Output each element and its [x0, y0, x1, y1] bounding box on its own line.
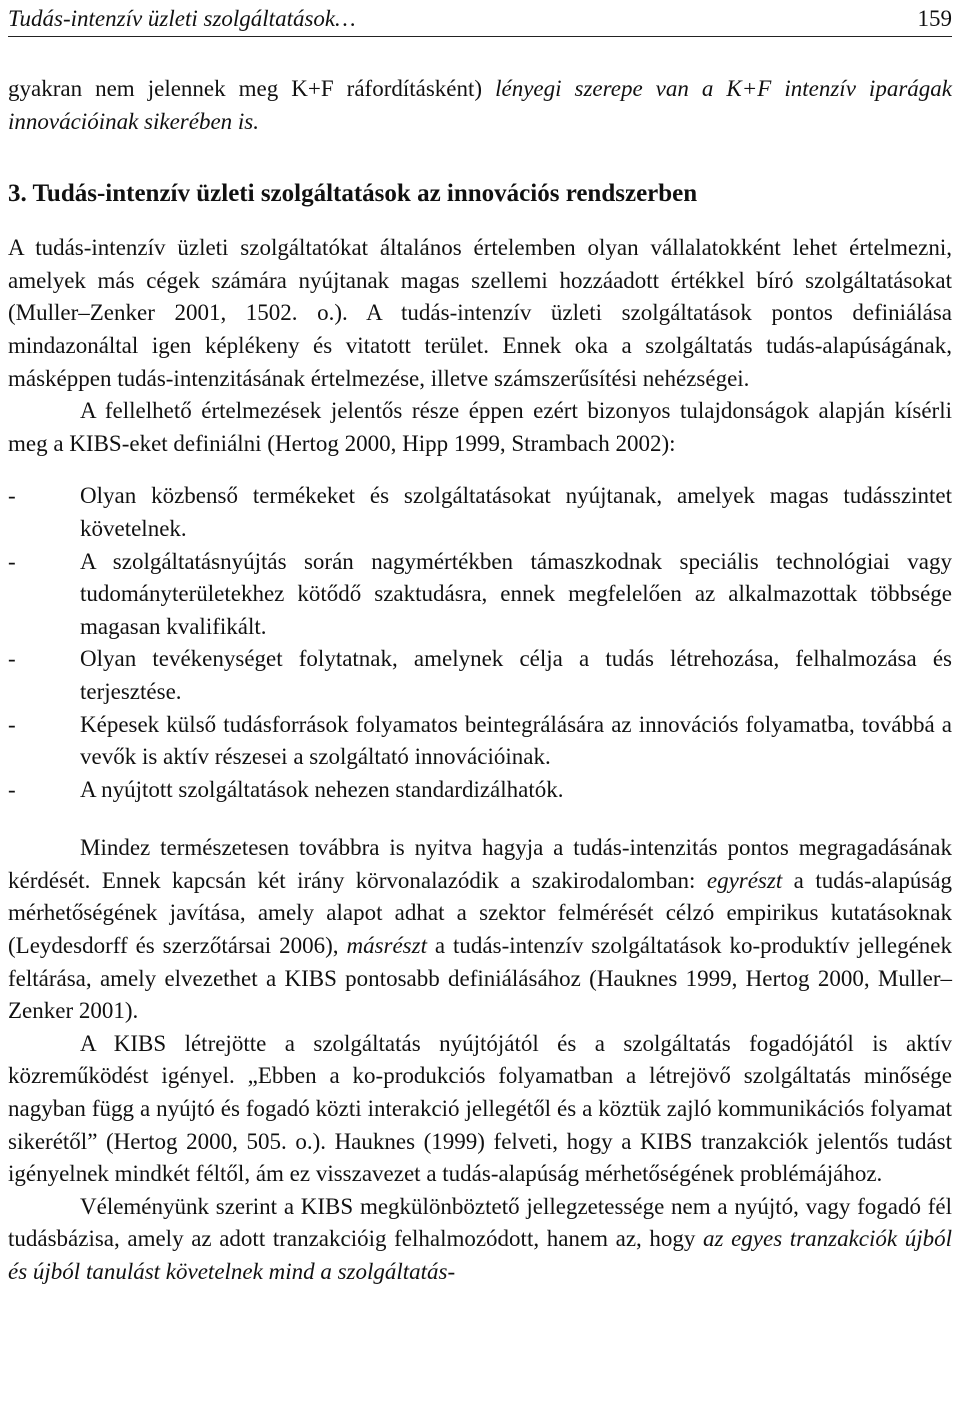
paragraph-1: A tudás-intenzív üzleti szolgáltatókat általános értelemben olyan vállalatokként lehet értelmezni, amelyek más cégek számára nyújtanak magas szellemi hozzáadott értékkel bíró szolgáltatásokat (Muller–Zenker 2001, 1502. o.). A tudás-intenzív üzleti szolgáltatások pontos definiálása mindazonáltal igen képlékeny és vitatott terület. Ennek oka a szolgáltatás tudás-alapúságának, másképpen tudás-intenzitásának értelmezése, illetve számszerűsítési nehézségei.: [8, 235, 952, 391]
list-item: [8, 774, 952, 807]
list-item-text: Képesek külső tudásforrások folyamatos beintegrálására az innovációs folyamatba, továbbá a vevők is aktív részesei a szolgáltató innovációinak.: [80, 711, 952, 770]
paragraph-4: A KIBS létrejötte a szolgáltatás nyújtójától és a szolgáltatás fogadójától is aktív közreműködést igényel. „Ebben a ko-produkciós folyamatban a létrejövő szolgáltatás minősége nagyban függ a nyújtó és fogadó közti interakció jellegétől és a köztük zajló kommunikációs folyamat sikerétől” (Hertog 2000, 505. o.). Hauknes (1999) felveti, hogy a KIBS tranzakciók jelentős tudást igényelnek mindkét féltől, ám ez visszavezet a tudás-alapúság mérhetőségének problémájához.: [8, 1030, 952, 1187]
document-page: [8, 0, 952, 1289]
paragraph-5: [8, 1191, 952, 1289]
running-header: [8, 6, 952, 37]
paragraph-3-text-c: a tudás-alapúság mérhetőségének javítása, amely alapot adhat a szektor felmérését célzó empirikus kutatásoknak (Leydesdorff és szerzőtársai 2006),: [8, 867, 952, 959]
intro-paragraph: [8, 73, 952, 138]
list-item-text: Olyan tevékenységet folytatnak, amelynek célja a tudás létrehozása, felhalmozása és terjesztése.: [80, 646, 952, 704]
intro-plain-text: gyakran nem jelennek meg K+F ráfordításként): [8, 76, 496, 101]
section-heading: 3. Tudás-intenzív üzleti szolgáltatások az innovációs rendszerben: [8, 180, 698, 208]
paragraph-5-emphasis: az egyes tranzakciók újból és újból tanulást követelnek mind a szolgáltatás-: [8, 1226, 952, 1284]
list-item-text: A nyújtott szolgáltatások nehezen standardizálhatók.: [80, 776, 564, 802]
paragraph-3-emphasis-a: egyrészt: [706, 867, 783, 893]
characteristics-list: [8, 480, 952, 806]
list-dash: -: [8, 548, 16, 574]
page-number: 159: [917, 6, 952, 31]
paragraph-3-text-e: a tudás-intenzív szolgáltatások ko-produktív jellegének feltárása, amely elvezethet a KIBS pontosabb definiálásához (Hauknes 1999, Hertog 2000, Muller–Zenker 2001).: [8, 933, 952, 1024]
list-dash: -: [8, 711, 16, 737]
intro-italic-text: lényegi szerepe van a K+F intenzív iparágak innovációinak sikerében is.: [8, 76, 952, 134]
paragraph-3-text-a: Mindez természetesen továbbra is nyitva hagyja a tudás-intenzitás pontos megragadásának kérdését. Ennek kapcsán két irány körvonalazódik a szakirodalomban:: [8, 835, 952, 893]
list-item: [8, 709, 952, 774]
list-dash: -: [8, 776, 16, 802]
header-title: Tudás-intenzív üzleti szolgáltatások…: [8, 6, 356, 31]
list-item-text: Olyan közbenső termékeket és szolgáltatásokat nyújtanak, amelyek magas tudásszintet követelnek.: [80, 483, 952, 541]
list-item: [8, 643, 952, 708]
list-item: [8, 480, 952, 545]
list-item-text: A szolgáltatásnyújtás során nagymértékben támaszkodnak speciális technológiai vagy tudományterületekhez kötődő szaktudásra, ennek megfelelően az alkalmazottak többsége magasan kvalifikált.: [80, 548, 952, 639]
list-dash: -: [8, 646, 16, 672]
paragraph-3-emphasis-b: másrészt: [346, 933, 427, 959]
list-item: [8, 546, 952, 644]
paragraph-2: A fellelhető értelmezések jelentős része éppen ezért bizonyos tulajdonságok alapján kísérli meg a KIBS-eket definiálni (Hertog 2000, Hipp 1999, Strambach 2002):: [8, 398, 952, 456]
list-dash: -: [8, 483, 16, 509]
paragraph-5-text: Véleményünk szerint a KIBS megkülönböztető jellegzetessége nem a nyújtó, vagy fogadó fél tudásbázisa, amely az adott tranzakcióig felhalmozódott, hanem az, hogy: [8, 1193, 952, 1252]
paragraph-3: [8, 832, 952, 1028]
